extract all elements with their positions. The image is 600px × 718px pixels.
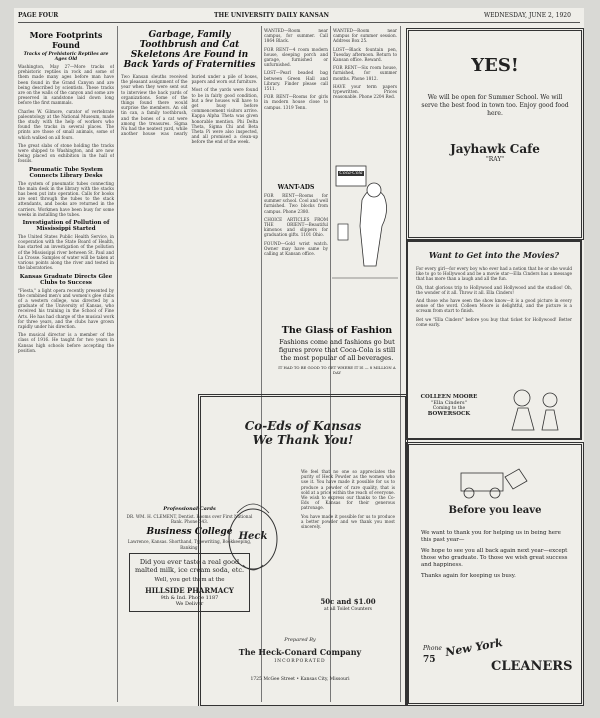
coca-cola-illustration — [332, 160, 398, 300]
new-york-cleaners-ad: Before you leave We want to thank you for helping us in being here this past year— We hope to see you all back again next year—except those who graduate. To those we wish great success and happiness. Thanks again for keeping us busy. Phone 75 New York CLEANERS — [406, 442, 584, 706]
page-header — [14, 8, 584, 24]
cleaners-script-name: New York — [444, 636, 504, 659]
coke-body: Fashions come and fashions go but figures prove that Coca-Cola is still the most popular of all beverages. — [278, 338, 396, 362]
tube-headline: Pneumatic Tube System Connects Library Desks — [29, 166, 103, 179]
cleaners-name: CLEANERS — [491, 659, 573, 674]
professional-cards-title: Professional Cards — [163, 506, 216, 512]
footprints-subhead: Tracks of Prehistoric Reptiles are Ages Old — [23, 52, 109, 62]
glee-headline: Kansas Graduate Directs Glee Clubs to Success — [19, 273, 113, 286]
column-2: Garbage, Family Toothbrush and Cat Skeletons Are Found in Back Yards of Fraternities Two Kansan sleuths received the pleasant assignment of the year when they were sent out to interview the back yards of organizations. Some of the things found there would surprise the members. An old tin can, a family toothbrush, and the bones of a cat were among the treasures. Sigma Nu had the neatest yard, while another house was nearly buried under a pile of boxes, papers and worn out furniture. Most of the yards were found to be in fairly good condition, but a few houses will have to get busy before commencement visitors arrive. Kappa Alpha Theta was given honorable mention. Phi Delta Theta, Sigma Chi and Beta Theta Pi were also inspected, and all promised a clean-up before the end of the week. Professional Cards DR. WM. H. CLEMENT, Dentist. Rooms over First National Bank. Phone 543. Business College Lawrence, Kansas. Shorthand, Typewriting, Bookkeeping, Banking. Did you ever taste a real good malted milk, ice cream soda, etc. Well, you get them at the HILLSIDE PHARMACY 9th & Ind. Phone 1187 We Deliver — [121, 28, 258, 702]
heck-address: 1725 McGee Street • Kansas City, Missouri — [250, 677, 350, 682]
heck-maker: The Heck-Conard Company — [238, 647, 362, 657]
pharmacy-pitch: Did you ever taste a real good malted milk, ice cream soda, etc. — [134, 557, 245, 574]
want-ads: WANT-ADS FOR RENT—Rooms for summer school. Cool and well furnished. Two blocks from campus. Phone 2380. CHOICE ARTICLES FROM THE ORIENT—Beautiful kimonos and slippers for graduation gifts. 1101 Ohio. FOUND—Gold wrist watch. Owner may have same by calling at Kansan office. — [264, 184, 328, 257]
classifieds-col-4: WANTED—Room near campus for summer session. Address Box 25. LOST—Black fountain pen, Tuesday afternoon. Return to Kansan office. Reward. FOR RENT—Six room house, furnished, for summer months. Phone 1812. HAVE your term papers typewritten. Prices reasonable. Phone 2204 Red. — [333, 28, 397, 100]
garbage-story: Two Kansan sleuths received the pleasant assignment of the year when they were sent out to interview the back yards of organizations. Some of the things found there would surprise the members. An old tin can, a family toothbrush, and the bones of a cat were among the treasures. Sigma Nu had the neatest yard, while another house was nearly buried under a pile of boxes, papers and worn out furniture. — [121, 74, 258, 137]
movie-illustration — [498, 382, 572, 432]
page-number: PAGE FOUR — [18, 12, 59, 19]
pharmacy-name: HILLSIDE PHARMACY — [145, 585, 234, 595]
glee-story: "Fiesta," a light opera recently presented by the combined men's and women's glee clubs of a western college, was directed by a graduate of the University of Kansas, who received his training in the School of Fine Arts. He has had charge of the musical work for three years, and the clubs have grown rapidly under his direction. — [18, 287, 114, 329]
business-college-title: Business College — [146, 527, 233, 538]
jayhawk-cafe-ad: YES! We will be open for Summer School. We will serve the best food in town too. Enjoy good food here. Jayhawk Cafe "RAY" — [406, 28, 584, 240]
movie-title: "Ella Cinders" — [431, 400, 467, 406]
coke-copy: The Glass of Fashion Fashions come and fashions go but figures prove that Coca-Cola is still the most popular of all beverages. IT HAD TO BE GOOD TO GET WHERE IT IS — 8 MILLION A DAY — [276, 323, 398, 393]
jayhawk-yes: YES! — [471, 55, 519, 76]
cleaners-title: Before you leave — [448, 505, 542, 516]
suitcase-car-illustration — [455, 459, 531, 499]
heck-title-2: We Thank You! — [252, 433, 354, 447]
heck-title-1: Co-Eds of Kansas — [244, 419, 362, 433]
movies-ad: Want to Get into the Movies? For every girl—for every boy who ever had a notion that he or she would like to go to Hollywood and be a movie star—Ella Cinders has a message that has more than a laugh and all the fun. Oh, that glorious trip to Hollywood and Hollywood and the studios! Oh, the wonder of it all. Throw it all. Ella Cinders! And those who have seen the show know—it is a good picture in every sense of the word. Colleen Moore is delightful, and the picture is a scream from start to finish. Bet we "Ella Cinders" before you buy that ticket for Hollywood! Better come early. COLLEEN MOORE "Ella Cinders" Coming to the BOWERSOCK — [406, 240, 582, 440]
coca-cola-logo: Coca-Cola — [339, 171, 363, 176]
movie-star: COLLEEN MOORE — [420, 394, 478, 400]
tube-story: The system of pneumatic tubes connecting the main desk in the library with the stacks has been put into operation. Calls for books are sent through the tubes to the stack attendants, and books are returned in the carriers. Workmen have been busy for some weeks in installing the tubes. — [18, 180, 114, 217]
jayhawk-name: Jayhawk Cafe — [450, 142, 540, 156]
pollution-headline: Investigation of Pollution of Mississippi Started — [22, 220, 110, 233]
garbage-headline: Garbage, Family Toothbrush and Cat Skeletons Are Found in Back Yards of Fraternities — [123, 30, 256, 70]
jayhawk-body: We will be open for Summer School. We will serve the best food in town too. Enjoy good food here. — [421, 94, 569, 117]
heck-conard-ad: Co-Eds of Kansas We Thank You! Heck We feel that no one so appreciates the purity of Heck Powder as the women who use it. You have made it possible for us to produce a powder of rare quality, that is sold at a price within the reach of everyone. We wish to express our thanks to the Co-Eds of Kansas for their generous patronage. You have made it possible for us to produce a better powder and we thank you most sincerely. 50c and $1.00 at all Toilet Counters Prepared By The Heck-Conard Company INCORPORATED 1725 McGee Street • Kansas City, Missouri — [198, 394, 408, 706]
phone-number: 75 — [423, 655, 436, 665]
heck-body: We feel that no one so appreciates the purity of Heck Powder as the women who use it. You have made it possible for us to produce a powder of rare quality, that is sold at a price within the reach of everyone. We wish to express our thanks to the Co-Eds of Kansas for their generous patronage. — [301, 469, 395, 511]
heck-logo: Heck — [238, 531, 268, 542]
newspaper-page — [14, 8, 584, 706]
classifieds-col-3: WANTED—Room near campus, for summer. Call 1864 Black. FOR RENT—4 room modern house, sleeping porch and garage, furnished or unfurnished. LOST—Pearl beaded bag between Green Hall and Library. Finder please call 1511. FOR RENT—Rooms for girls in modern house close to campus. 1319 Tenn. — [264, 28, 328, 110]
footprints-headline: More Footprints Found — [29, 30, 103, 50]
coke-title: The Glass of Fashion — [281, 325, 393, 336]
paper-name: THE UNIVERSITY DAILY KANSAN — [214, 12, 329, 19]
issue-date: WEDNESDAY, JUNE 2, 1920 — [484, 12, 571, 19]
theater-name: BOWERSOCK — [427, 411, 471, 417]
phone-label: Phone — [423, 645, 442, 652]
footprints-story: Washington, May 27—More tracks of prehistoric reptiles in rock and some of them made many ages before man have been found in the Grand Canyon and are being described by scientists. These tracks are on the walls of the canyon and some are preserved in sandstone laid down long before the first mammals. — [18, 64, 114, 106]
pollution-story: The United States Public Health Service, in cooperation with the State Board of Health, has started an investigation of the pollution of the Mississippi river between St. Paul and La Crosse. Samples of water will be taken at various points along the river and tested in the laboratories. — [18, 234, 114, 271]
column-1: More Footprints Found Tracks of Prehistoric Reptiles are Ages Old Washington, May 27—More tracks of prehistoric reptiles in rock and some of them made many ages before man have been found in the Grand Canyon and are being described by scientists. These tracks are on the walls of the canyon and some are preserved in sandstone laid down long before the first mammals. Charles W. Gilmore, curator of vertebrate paleontology at the National Museum, made the study with the help of workers who found the tracks in several places. The prints are those of small animals, some of which walked on all fours. The great slabs of stone holding the tracks were shipped to Washington, and are now being placed on exhibition in the hall of fossils. Pneumatic Tube System Connects Library Desks The system of pneumatic tubes connecting the main desk in the library with the stacks has been put into operation. Calls for books are sent through the tubes to the stack attendants, and books are returned in the carriers. Workmen have been busy for some weeks in installing the tubes. Investigation of Pollution of Mississippi Started The United States Public Health Service, in cooperation with the State Board of Health, has started an investigation of the pollution of the Mississippi river between St. Paul and La Crosse. Samples of water will be taken at various points along the river and tested in the laboratories. Kansas Graduate Directs Glee Clubs to Success "Fiesta," a light opera recently presented by the combined men's and women's glee clubs of a western college, was directed by a graduate of the University of Kansas, who received his training in the School of Fine Arts. He has had charge of the musical work for three years, and the clubs have grown rapidly under his direction. The musical director is a member of the class of 1916. He taught for two years in Kansas high schools before accepting the position. — [18, 30, 114, 353]
heck-price: 50c and $1.00 — [320, 597, 376, 606]
movies-title: Want to Get into the Movies? — [428, 250, 560, 260]
